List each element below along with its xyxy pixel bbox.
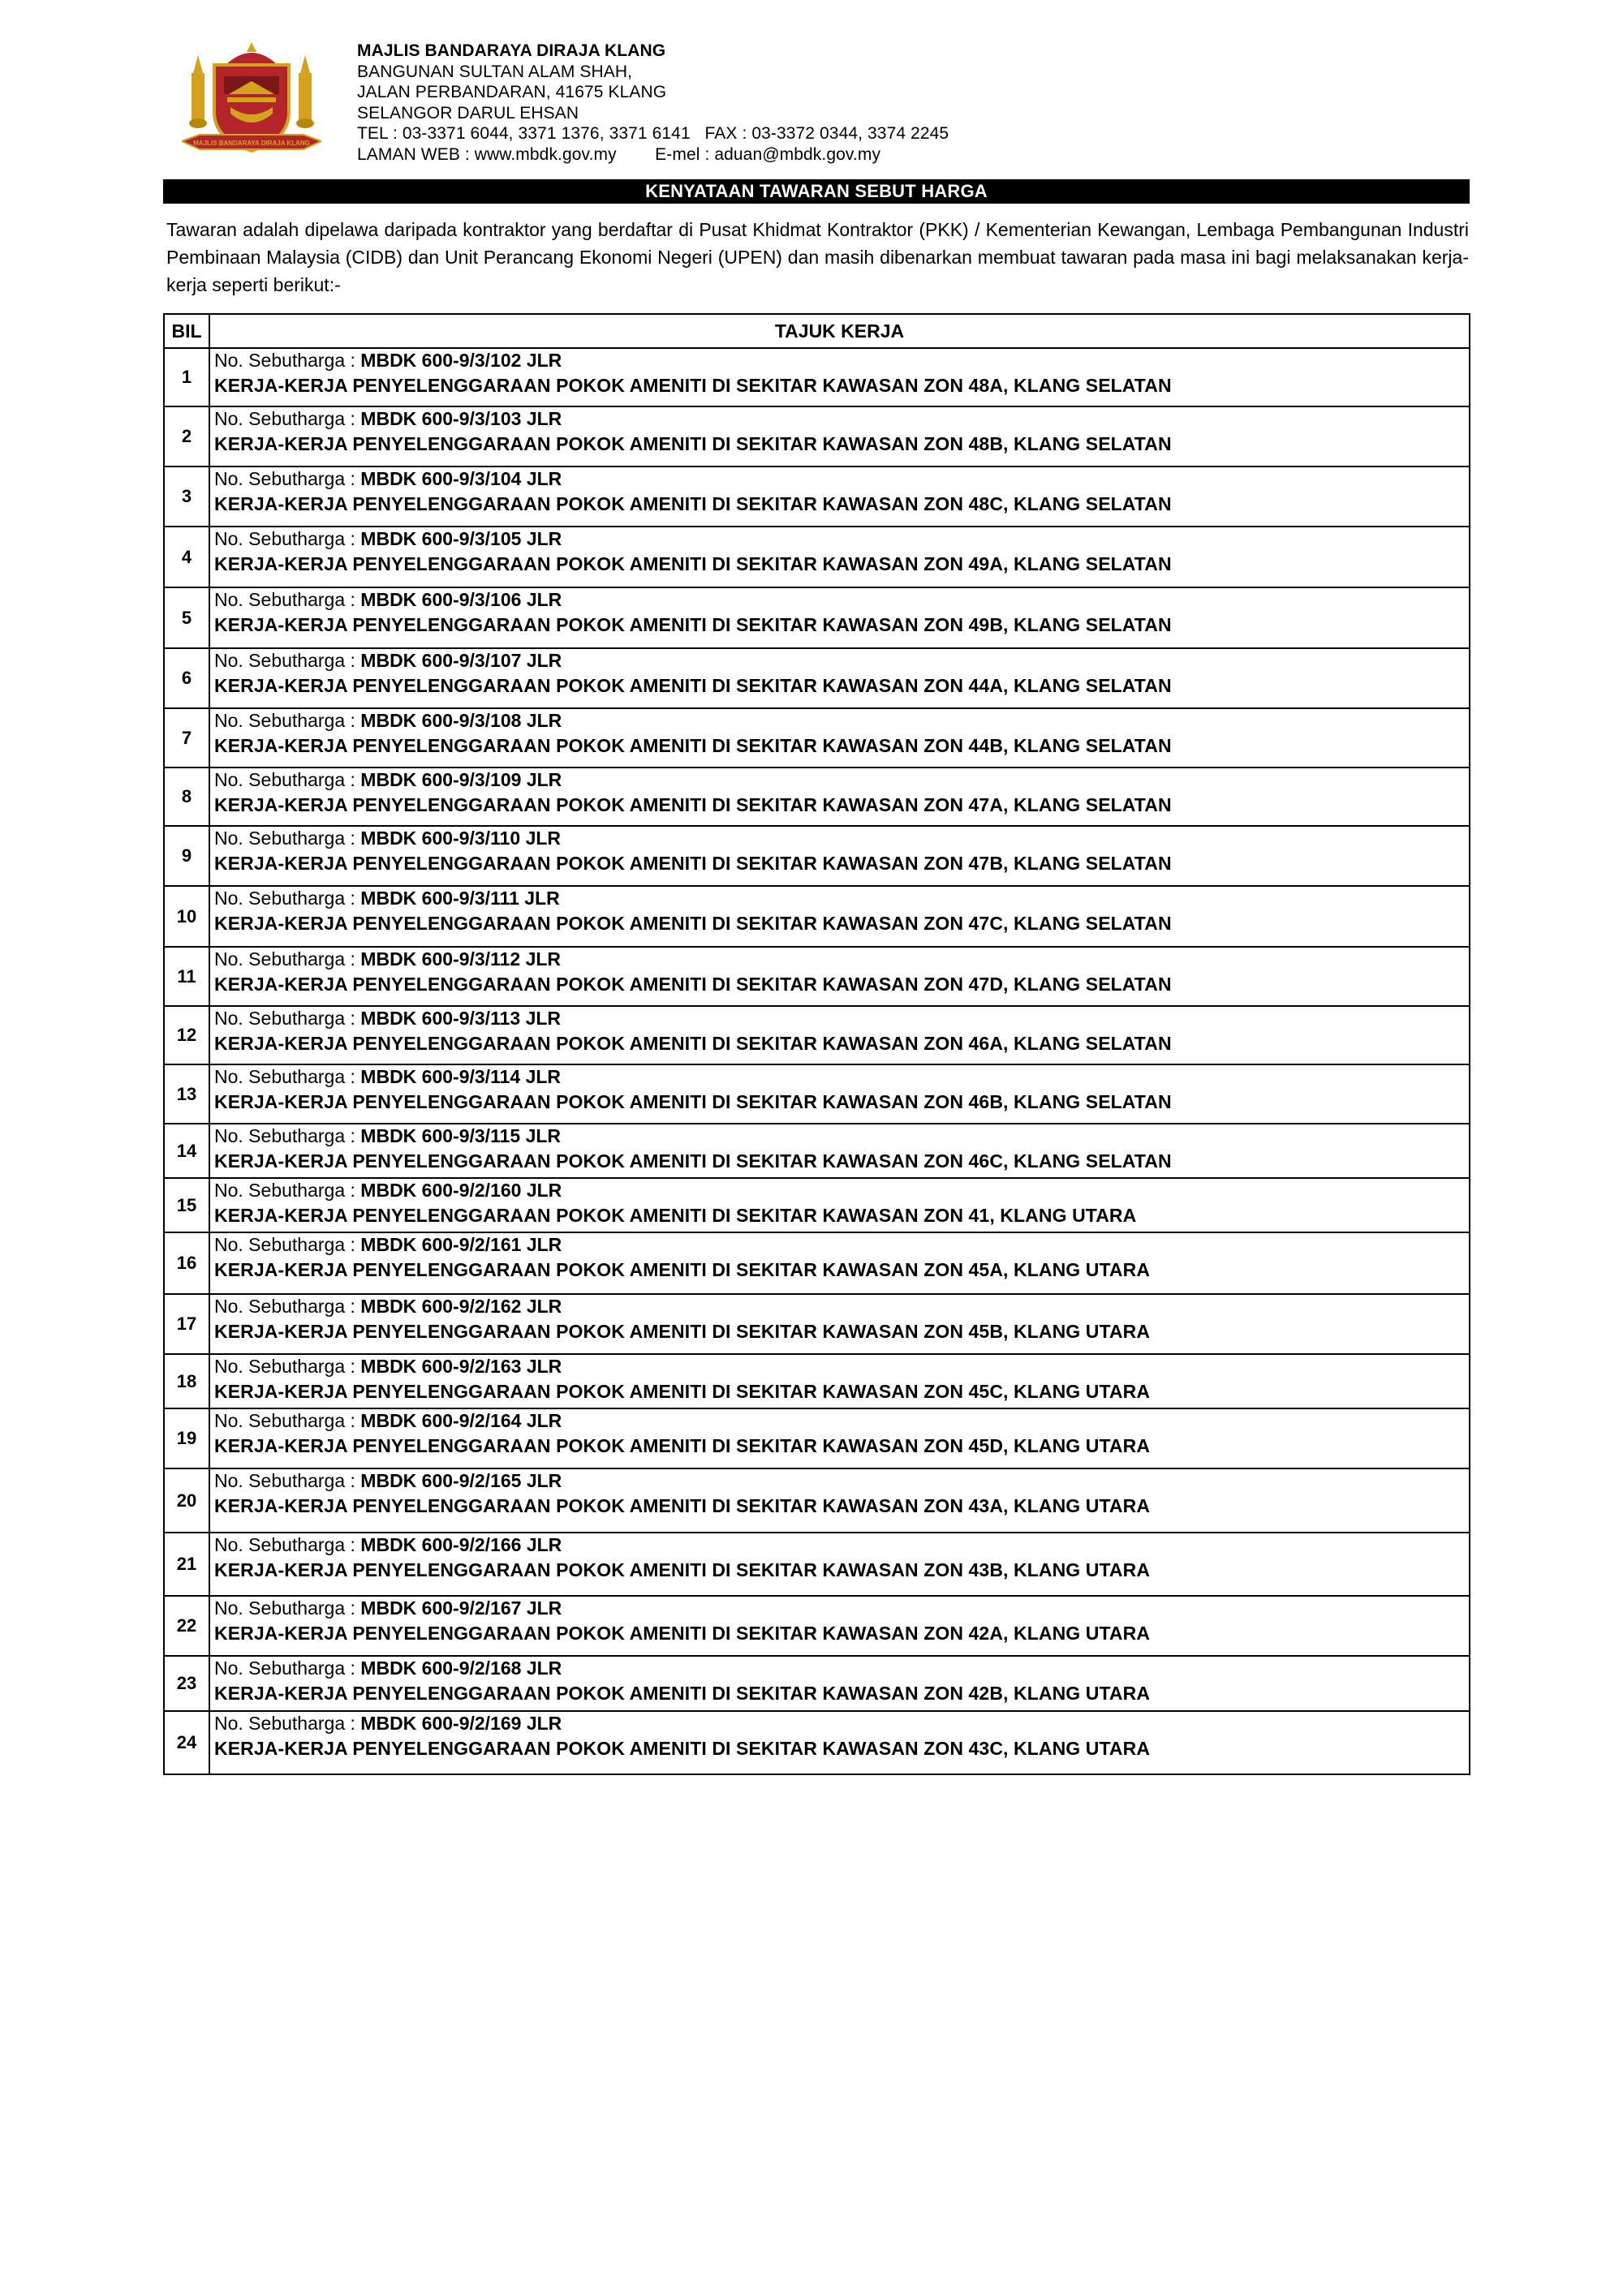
work-title-cell [209, 467, 1470, 527]
work-description: KERJA-KERJA PENYELENGGARAAN POKOK AMENITI DI SEKITAR KAWASAN ZON 46B, KLANG SELATAN [214, 1091, 1172, 1112]
quotation-reference [214, 709, 1469, 732]
work-title-cell [209, 1354, 1470, 1408]
work-title-cell [209, 406, 1470, 467]
address-line-street: JALAN PERBANDARAN, 41675 KLANG [357, 83, 667, 101]
quotation-reference-label: No. Sebutharga : [214, 350, 361, 371]
quotation-reference [214, 467, 1469, 490]
work-title-cell [209, 527, 1470, 587]
row-number: 6 [164, 648, 209, 708]
row-number: 16 [164, 1232, 209, 1294]
quotation-reference-label: No. Sebutharga : [214, 1470, 361, 1491]
quotation-reference-number: MBDK 600-9/2/169 JLR [360, 1713, 562, 1734]
quotation-reference-number: MBDK 600-9/2/161 JLR [360, 1234, 562, 1255]
work-description: KERJA-KERJA PENYELENGGARAAN POKOK AMENITI DI SEKITAR KAWASAN ZON 49B, KLANG SELATAN [214, 614, 1172, 635]
work-title-cell [209, 1124, 1470, 1178]
work-description: KERJA-KERJA PENYELENGGARAAN POKOK AMENITI DI SEKITAR KAWASAN ZON 47C, KLANG SELATAN [214, 913, 1172, 934]
row-number: 14 [164, 1124, 209, 1178]
quotation-reference-number: MBDK 600-9/3/107 JLR [360, 650, 562, 671]
quotation-reference-number: MBDK 600-9/2/167 JLR [360, 1597, 562, 1619]
quotation-reference-number: MBDK 600-9/3/111 JLR [360, 888, 560, 909]
table-row [164, 708, 1470, 767]
quotation-reference [214, 1597, 1469, 1619]
row-number: 10 [164, 886, 209, 947]
quotation-reference-number: MBDK 600-9/2/163 JLR [360, 1356, 562, 1377]
quotation-reference-label: No. Sebutharga : [214, 828, 361, 849]
quotation-reference-label: No. Sebutharga : [214, 1066, 361, 1087]
header-tajuk-kerja: TAJUK KERJA [209, 314, 1470, 348]
city-council-crest-logo [182, 41, 321, 170]
work-description: KERJA-KERJA PENYELENGGARAAN POKOK AMENITI DI SEKITAR KAWASAN ZON 43A, KLANG UTARA [214, 1495, 1151, 1516]
work-description: KERJA-KERJA PENYELENGGARAAN POKOK AMENITI DI SEKITAR KAWASAN ZON 47B, KLANG SELATAN [214, 853, 1172, 874]
work-description: KERJA-KERJA PENYELENGGARAAN POKOK AMENITI DI SEKITAR KAWASAN ZON 42B, KLANG UTARA [214, 1683, 1151, 1704]
quotation-reference [214, 1124, 1469, 1147]
row-number: 12 [164, 1006, 209, 1064]
row-number: 3 [164, 467, 209, 527]
quotation-reference-label: No. Sebutharga : [214, 1180, 361, 1201]
row-number: 4 [164, 527, 209, 587]
quotation-reference-label: No. Sebutharga : [214, 528, 361, 549]
quotation-reference-label: No. Sebutharga : [214, 650, 361, 671]
quotation-reference-number: MBDK 600-9/3/114 JLR [360, 1066, 562, 1087]
work-description: KERJA-KERJA PENYELENGGARAAN POKOK AMENITI DI SEKITAR KAWASAN ZON 47A, KLANG SELATAN [214, 794, 1172, 815]
table-row [164, 467, 1470, 527]
quotation-reference [214, 1065, 1469, 1088]
work-title-cell [209, 767, 1470, 826]
table-row [164, 1533, 1470, 1596]
work-title-cell [209, 886, 1470, 947]
quotation-reference-label: No. Sebutharga : [214, 1125, 361, 1146]
work-title-cell [209, 1711, 1470, 1774]
quotation-reference-label: No. Sebutharga : [214, 888, 361, 909]
work-description: KERJA-KERJA PENYELENGGARAAN POKOK AMENITI DI SEKITAR KAWASAN ZON 43B, KLANG UTARA [214, 1559, 1151, 1580]
quotation-reference-number: MBDK 600-9/3/108 JLR [360, 710, 562, 731]
work-title-cell [209, 648, 1470, 708]
row-number: 17 [164, 1294, 209, 1354]
quotation-reference [214, 588, 1469, 611]
work-description: KERJA-KERJA PENYELENGGARAAN POKOK AMENITI DI SEKITAR KAWASAN ZON 49A, KLANG SELATAN [214, 553, 1172, 574]
table-header-row [164, 314, 1470, 348]
quotation-table [163, 313, 1470, 1775]
address-line-building: BANGUNAN SULTAN ALAM SHAH, [357, 62, 633, 81]
notice-title: KENYATAAN TAWARAN SEBUT HARGA [645, 181, 988, 201]
quotation-reference [214, 407, 1469, 430]
row-number: 8 [164, 767, 209, 826]
row-number: 5 [164, 587, 209, 648]
work-description: KERJA-KERJA PENYELENGGARAAN POKOK AMENITI DI SEKITAR KAWASAN ZON 48C, KLANG SELATAN [214, 493, 1172, 514]
quotation-reference [214, 1355, 1469, 1378]
quotation-reference [214, 1295, 1469, 1318]
row-number: 19 [164, 1408, 209, 1468]
table-row [164, 1468, 1470, 1533]
table-row [164, 1178, 1470, 1232]
table-row [164, 527, 1470, 587]
row-number: 15 [164, 1178, 209, 1232]
work-title-cell [209, 1656, 1470, 1711]
quotation-reference [214, 948, 1469, 970]
table-row [164, 406, 1470, 467]
organization-name: MAJLIS BANDARAYA DIRAJA KLANG [357, 41, 666, 60]
quotation-reference-label: No. Sebutharga : [214, 769, 361, 790]
row-number: 11 [164, 947, 209, 1006]
quotation-reference [214, 768, 1469, 791]
quotation-reference [214, 1712, 1469, 1735]
quotation-reference-label: No. Sebutharga : [214, 1296, 361, 1317]
quotation-reference-number: MBDK 600-9/2/164 JLR [360, 1410, 562, 1431]
row-number: 2 [164, 406, 209, 467]
quotation-reference-label: No. Sebutharga : [214, 1008, 361, 1029]
table-row [164, 1006, 1470, 1064]
quotation-reference [214, 1469, 1469, 1492]
quotation-reference-number: MBDK 600-9/2/162 JLR [360, 1296, 562, 1317]
table-row [164, 1064, 1470, 1124]
quotation-reference [214, 527, 1469, 550]
quotation-reference [214, 349, 1469, 372]
work-title-cell [209, 1232, 1470, 1294]
table-row [164, 348, 1470, 406]
quotation-reference-label: No. Sebutharga : [214, 1410, 361, 1431]
quotation-reference [214, 827, 1469, 849]
quotation-reference-label: No. Sebutharga : [214, 710, 361, 731]
quotation-reference-label: No. Sebutharga : [214, 1234, 361, 1255]
work-description: KERJA-KERJA PENYELENGGARAAN POKOK AMENITI DI SEKITAR KAWASAN ZON 48A, KLANG SELATAN [214, 375, 1172, 396]
quotation-reference-label: No. Sebutharga : [214, 1713, 361, 1734]
work-title-cell [209, 708, 1470, 767]
work-description: KERJA-KERJA PENYELENGGARAAN POKOK AMENITI DI SEKITAR KAWASAN ZON 44A, KLANG SELATAN [214, 675, 1172, 696]
quotation-reference-label: No. Sebutharga : [214, 1356, 361, 1377]
table-row [164, 1294, 1470, 1354]
quotation-reference [214, 1533, 1469, 1556]
quotation-reference-label: No. Sebutharga : [214, 1658, 361, 1679]
table-row [164, 1232, 1470, 1294]
work-title-cell [209, 1468, 1470, 1533]
table-row [164, 648, 1470, 708]
row-number: 23 [164, 1656, 209, 1711]
quotation-reference-label: No. Sebutharga : [214, 408, 361, 429]
work-description: KERJA-KERJA PENYELENGGARAAN POKOK AMENITI DI SEKITAR KAWASAN ZON 48B, KLANG SELATAN [214, 433, 1172, 454]
quotation-reference-label: No. Sebutharga : [214, 948, 361, 970]
work-title-cell [209, 1064, 1470, 1124]
work-title-cell [209, 1408, 1470, 1468]
work-description: KERJA-KERJA PENYELENGGARAAN POKOK AMENITI DI SEKITAR KAWASAN ZON 43C, KLANG UTARA [214, 1738, 1151, 1759]
work-description: KERJA-KERJA PENYELENGGARAAN POKOK AMENITI DI SEKITAR KAWASAN ZON 45B, KLANG UTARA [214, 1321, 1151, 1342]
quotation-reference-number: MBDK 600-9/3/109 JLR [360, 769, 562, 790]
quotation-reference [214, 887, 1469, 909]
row-number: 9 [164, 826, 209, 886]
work-description: KERJA-KERJA PENYELENGGARAAN POKOK AMENITI DI SEKITAR KAWASAN ZON 45D, KLANG UTARA [214, 1435, 1151, 1456]
letterhead [162, 32, 1469, 174]
quotation-reference-number: MBDK 600-9/2/160 JLR [360, 1180, 562, 1201]
table-row [164, 587, 1470, 648]
quotation-reference-number: MBDK 600-9/3/105 JLR [360, 528, 562, 549]
work-title-cell [209, 1178, 1470, 1232]
quotation-reference-number: MBDK 600-9/3/106 JLR [360, 589, 562, 610]
quotation-reference-number: MBDK 600-9/2/168 JLR [360, 1658, 562, 1679]
row-number: 7 [164, 708, 209, 767]
work-title-cell [209, 826, 1470, 886]
quotation-reference-number: MBDK 600-9/3/104 JLR [360, 468, 562, 489]
quotation-reference [214, 1657, 1469, 1679]
table-row [164, 1408, 1470, 1468]
quotation-reference-number: MBDK 600-9/3/113 JLR [360, 1008, 562, 1029]
address-line-state: SELANGOR DARUL EHSAN [357, 103, 579, 123]
quotation-reference-number: MBDK 600-9/3/103 JLR [360, 408, 562, 429]
svg-text:MAJLIS BANDARAYA DIRAJA KLANG: MAJLIS BANDARAYA DIRAJA KLANG [193, 140, 310, 147]
table-row [164, 1354, 1470, 1408]
work-title-cell [209, 1596, 1470, 1656]
quotation-reference-label: No. Sebutharga : [214, 589, 361, 610]
row-number: 21 [164, 1533, 209, 1596]
work-title-cell [209, 348, 1470, 406]
work-title-cell [209, 1006, 1470, 1064]
quotation-reference [214, 1179, 1469, 1202]
work-description: KERJA-KERJA PENYELENGGARAAN POKOK AMENITI DI SEKITAR KAWASAN ZON 46C, KLANG SELATAN [214, 1150, 1172, 1172]
quotation-reference-number: MBDK 600-9/3/112 JLR [360, 948, 562, 970]
work-title-cell [209, 947, 1470, 1006]
table-row [164, 1124, 1470, 1178]
contact-web-email: LAMAN WEB : www.mbdk.gov.my E-mel : aduan@mbdk.gov.my [357, 144, 881, 164]
quotation-reference-number: MBDK 600-9/3/110 JLR [360, 828, 562, 849]
work-description: KERJA-KERJA PENYELENGGARAAN POKOK AMENITI DI SEKITAR KAWASAN ZON 46A, KLANG SELATAN [214, 1033, 1172, 1054]
row-number: 13 [164, 1064, 209, 1124]
work-title-cell [209, 1294, 1470, 1354]
table-row [164, 767, 1470, 826]
quotation-reference [214, 1409, 1469, 1432]
work-description: KERJA-KERJA PENYELENGGARAAN POKOK AMENITI DI SEKITAR KAWASAN ZON 41, KLANG UTARA [214, 1205, 1137, 1226]
quotation-reference-label: No. Sebutharga : [214, 468, 361, 489]
quotation-reference [214, 649, 1469, 672]
quotation-reference-label: No. Sebutharga : [214, 1534, 361, 1555]
table-body [164, 348, 1470, 1774]
table-row [164, 947, 1470, 1006]
quotation-reference-number: MBDK 600-9/3/115 JLR [360, 1125, 562, 1146]
contact-phone-fax: TEL : 03-3371 6044, 3371 1376, 3371 6141 FAX : 03-3372 0344, 3374 2245 [357, 124, 949, 143]
table-row [164, 1711, 1470, 1774]
work-description: KERJA-KERJA PENYELENGGARAAN POKOK AMENITI DI SEKITAR KAWASAN ZON 45A, KLANG UTARA [214, 1259, 1151, 1280]
quotation-reference-number: MBDK 600-9/3/102 JLR [360, 350, 562, 371]
table-row [164, 826, 1470, 886]
row-number: 1 [164, 348, 209, 406]
work-description: KERJA-KERJA PENYELENGGARAAN POKOK AMENITI DI SEKITAR KAWASAN ZON 42A, KLANG UTARA [214, 1623, 1151, 1644]
work-description: KERJA-KERJA PENYELENGGARAAN POKOK AMENITI DI SEKITAR KAWASAN ZON 45C, KLANG UTARA [214, 1381, 1151, 1402]
row-number: 22 [164, 1596, 209, 1656]
quotation-reference [214, 1007, 1469, 1030]
row-number: 20 [164, 1468, 209, 1533]
notice-title-bar [163, 179, 1470, 204]
table-row [164, 1596, 1470, 1656]
quotation-reference-label: No. Sebutharga : [214, 1597, 361, 1619]
organization-address-block [357, 41, 949, 165]
work-title-cell [209, 587, 1470, 648]
header-bil: BIL [164, 314, 209, 348]
work-title-cell [209, 1533, 1470, 1596]
quotation-reference [214, 1233, 1469, 1256]
work-description: KERJA-KERJA PENYELENGGARAAN POKOK AMENITI DI SEKITAR KAWASAN ZON 47D, KLANG SELATAN [214, 974, 1172, 995]
row-number: 24 [164, 1711, 209, 1774]
table-row [164, 1656, 1470, 1711]
quotation-reference-number: MBDK 600-9/2/165 JLR [360, 1470, 562, 1491]
work-description: KERJA-KERJA PENYELENGGARAAN POKOK AMENITI DI SEKITAR KAWASAN ZON 44B, KLANG SELATAN [214, 735, 1172, 756]
intro-paragraph: Tawaran adalah dipelawa daripada kontraktor yang berdaftar di Pusat Khidmat Kontraktor (PKK) / Kementerian Kewangan, Lembaga Pembangunan Industri Pembinaan Malaysia (CIDB) dan Unit Perancang Ekonomi Negeri (UPEN) dan masih dibenarkan membuat tawaran pada masa ini bagi melaksanakan kerja-kerja seperti berikut:- [166, 219, 1469, 295]
table-row [164, 886, 1470, 947]
row-number: 18 [164, 1354, 209, 1408]
quotation-reference-number: MBDK 600-9/2/166 JLR [360, 1534, 562, 1555]
